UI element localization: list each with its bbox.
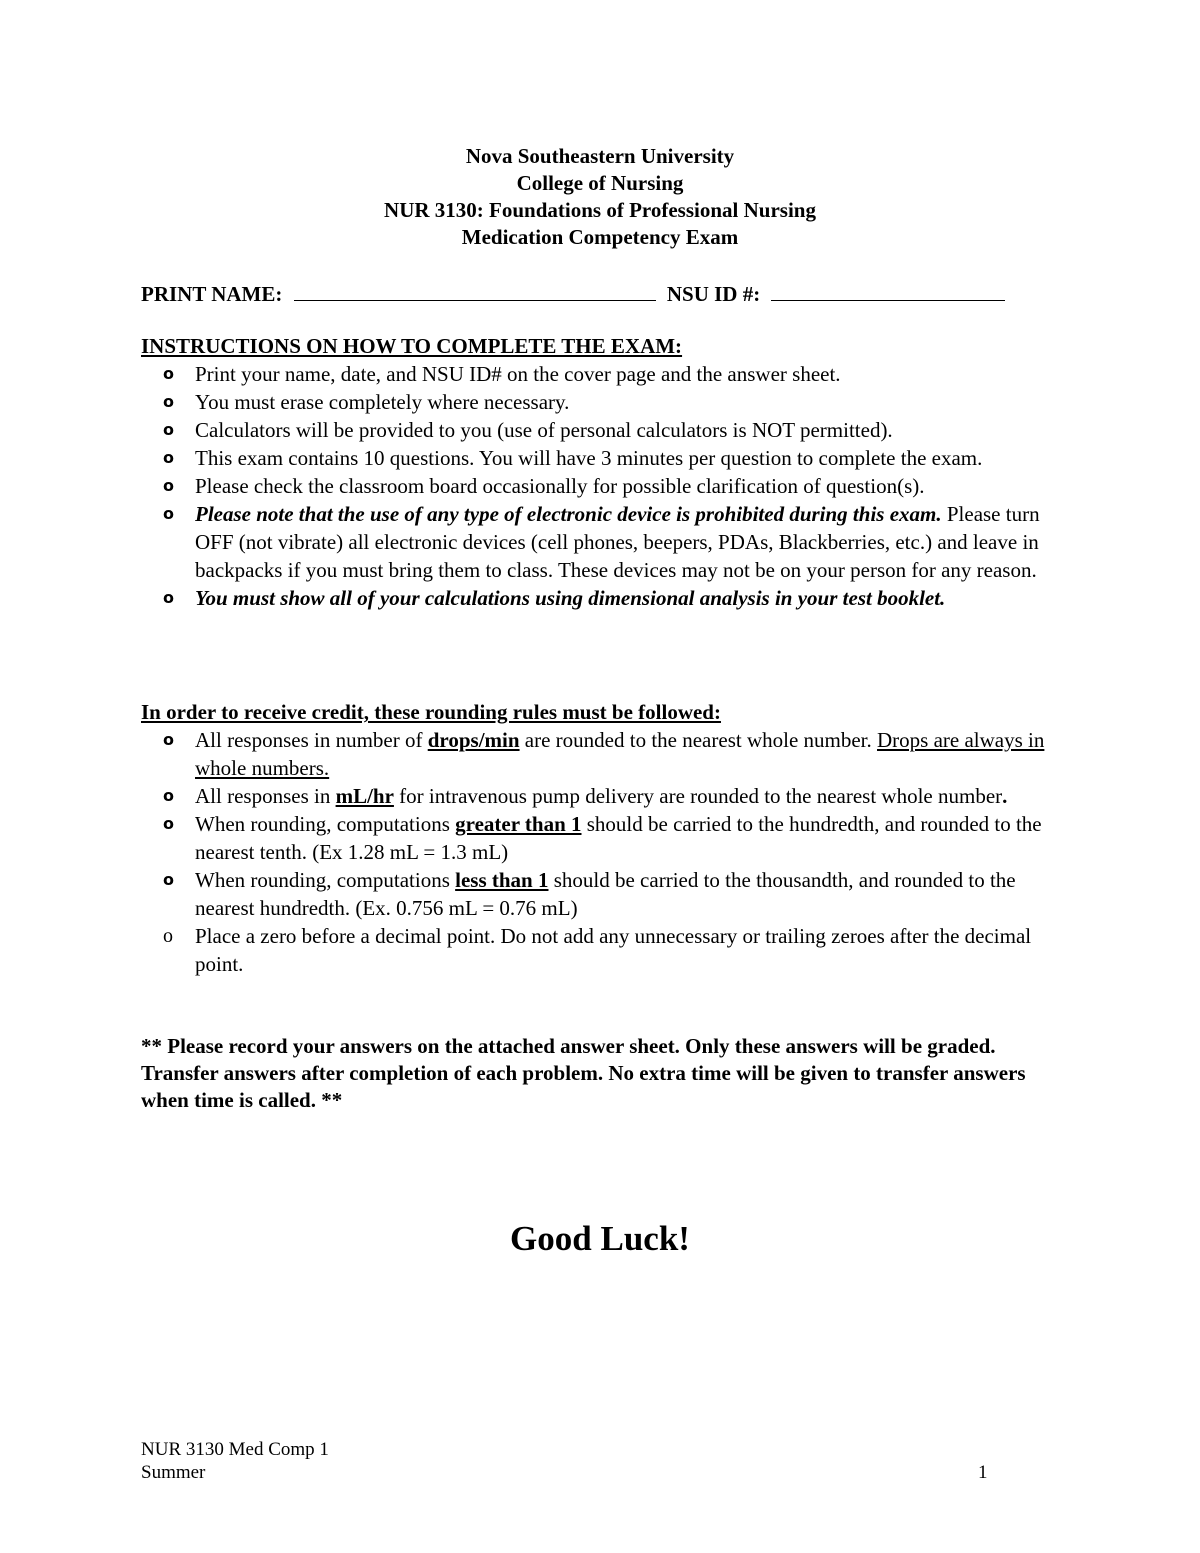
bullet-icon: o [163,814,174,833]
list-item: o Please note that the use of any type of electronic device is prohibited during this exam. Please turn OFF (not vibrate) all electronic devices (cell phones, beepers, PDAs, Blackberries, etc.) and leave in backpacks if you must bring them to class. These devices may not be on your person for any reason. [163,502,1040,582]
bullet-icon: o [163,786,174,805]
list-item: o Print your name, date, and NSU ID# on the cover page and the answer sheet. [163,362,841,386]
bullet-icon: o [163,925,173,947]
bullet-icon: o [163,420,174,439]
instructions-heading: INSTRUCTIONS ON HOW TO COMPLETE THE EXAM: [141,334,683,358]
list-item: o You must erase completely where necessary. [163,390,570,414]
instructions-list [141,360,1071,612]
nsu-id-blank[interactable] [771,278,1005,301]
footer-course-code: NUR 3130 Med Comp 1 [141,1439,329,1460]
bullet-icon: o [163,364,174,383]
document-header [0,143,1200,251]
page-number: 1 [978,1462,988,1483]
closing-message: Good Luck! [510,1219,690,1258]
bullet-icon: o [163,448,174,467]
nsu-id-label: NSU ID #: [666,282,761,306]
print-name-label: PRINT NAME: [141,282,283,306]
college-name: College of Nursing [516,171,684,195]
answer-sheet-notice: ** Please record your answers on the attached answer sheet. Only these answers will be graded. Transfer answers after completion of each problem. No extra time will be given to transfer answers when time is called. ** [141,1034,1026,1112]
list-item: o When rounding, computations less than 1 should be carried to the thousandth, and rounded to the nearest hundredth. (Ex. 0.756 mL = 0.76 mL) [163,868,1016,920]
university-name: Nova Southeastern University [465,144,735,168]
bullet-icon: o [163,730,174,749]
list-item [141,584,1071,612]
list-item: o Please check the classroom board occasionally for possible clarification of question(s). [163,474,925,498]
list-item: o Calculators will be provided to you (use of personal calculators is NOT permitted). [163,418,893,442]
list-item: o When rounding, computations greater than 1 should be carried to the hundredth, and rounded to the nearest tenth. (Ex 1.28 mL = 1.3 mL) [163,812,1042,864]
electronic-device-warning: Please note that the use of any type of electronic device is prohibited during this exam. [195,502,942,526]
rounding-heading: In order to receive credit, these rounding rules must be followed: [141,700,721,724]
page-footer [141,1438,329,1484]
print-name-blank[interactable] [294,278,656,301]
exam-title: Medication Competency Exam [461,225,739,249]
list-item: o All responses in mL/hr for intravenous pump delivery are rounded to the nearest whole number. [163,784,1008,808]
bullet-icon: o [163,476,174,495]
bullet-icon: o [163,588,174,607]
list-item: o All responses in number of drops/min are rounded to the nearest whole number. Drops are always in whole numbers. [163,728,1045,780]
bullet-icon: o [163,504,174,523]
student-fields [141,278,1005,308]
list-item: o Place a zero before a decimal point. Do not add any unnecessary or trailing zeroes after the decimal point. [163,924,1032,976]
course-title: NUR 3130: Foundations of Professional Nursing [384,198,816,222]
rounding-rules-list [141,726,1071,978]
footer-term: Summer [141,1462,206,1483]
list-item: o This exam contains 10 questions. You will have 3 minutes per question to complete the exam. [163,446,983,470]
bullet-icon: o [163,392,174,411]
bullet-icon: o [163,870,174,889]
calculation-requirement: You must show all of your calculations using dimensional analysis in your test booklet. [195,586,946,610]
